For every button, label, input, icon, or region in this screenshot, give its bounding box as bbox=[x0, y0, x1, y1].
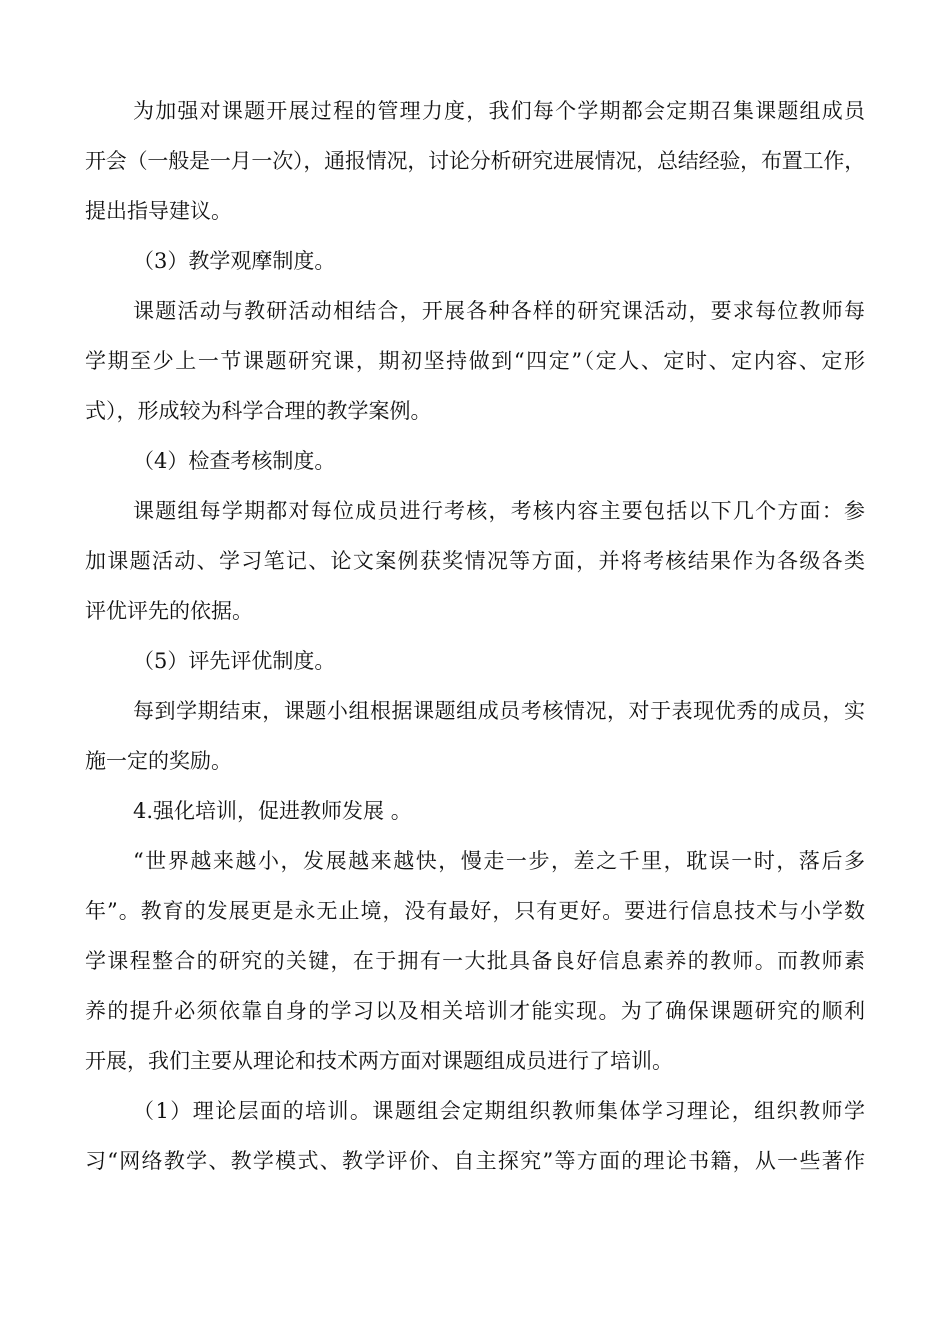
text-line: 式），形成较为科学合理的教学案例。 bbox=[85, 399, 432, 423]
text-line: 为加强对课题开展过程的管理力度，我们每个学期都会定期召集课题组成员 bbox=[133, 99, 865, 123]
heading-teaching-observation bbox=[85, 236, 865, 286]
text-line: 加课题活动、学习笔记、论文案例获奖情况等方面，并将考核结果作为各级各类 bbox=[85, 549, 865, 573]
text-line: （5）评先评优制度。 bbox=[133, 649, 336, 673]
text-line: 每到学期结束，课题小组根据课题组成员考核情况，对于表现优秀的成员，实 bbox=[133, 699, 865, 723]
text-line: 4.强化培训，促进教师发展 。 bbox=[133, 799, 412, 823]
paragraph-rewards bbox=[85, 686, 865, 786]
text-line: 课题组每学期都对每位成员进行考核，考核内容主要包括以下几个方面：参 bbox=[133, 499, 865, 523]
text-line: （4）检查考核制度。 bbox=[133, 449, 336, 473]
text-line: 评优评先的依据。 bbox=[85, 599, 253, 623]
heading-inspection-assessment bbox=[85, 436, 865, 486]
text-line: 提出指导建议。 bbox=[85, 199, 232, 223]
paragraph-management-meetings bbox=[85, 86, 865, 236]
text-line: 学期至少上一节课题研究课，期初坚持做到“四定”（定人、定时、定内容、定形 bbox=[85, 349, 865, 373]
text-line: （3）教学观摩制度。 bbox=[133, 249, 336, 273]
heading-strengthen-training bbox=[85, 786, 865, 836]
text-line: 年”。教育的发展更是永无止境，没有最好，只有更好。要进行信息技术与小学数 bbox=[85, 899, 865, 923]
text-line: 课题活动与教研活动相结合，开展各种各样的研究课活动，要求每位教师每 bbox=[133, 299, 865, 323]
text-line: “世界越来越小，发展越来越快，慢走一步，差之千里，耽误一时，落后多 bbox=[133, 849, 865, 873]
heading-evaluation-awards bbox=[85, 636, 865, 686]
text-line: （1）理论层面的培训。课题组会定期组织教师集体学习理论，组织教师学 bbox=[133, 1099, 865, 1123]
paragraph-assessment-content bbox=[85, 486, 865, 636]
paragraph-world-development bbox=[85, 836, 865, 1086]
text-line: 开展，我们主要从理论和技术两方面对课题组成员进行了培训。 bbox=[85, 1049, 673, 1073]
paragraph-theory-training bbox=[85, 1086, 865, 1186]
text-line: 习“网络教学、教学模式、教学评价、自主探究”等方面的理论书籍，从一些著作 bbox=[85, 1149, 865, 1173]
text-line: 施一定的奖励。 bbox=[85, 749, 232, 773]
text-line: 养的提升必须依靠自身的学习以及相关培训才能实现。为了确保课题研究的顺利 bbox=[85, 999, 865, 1023]
text-line: 学课程整合的研究的关键，在于拥有一大批具备良好信息素养的教师。而教师素 bbox=[85, 949, 865, 973]
paragraph-research-lessons bbox=[85, 286, 865, 436]
text-line: 开会（一般是一月一次），通报情况，讨论分析研究进展情况，总结经验，布置工作， bbox=[85, 149, 865, 173]
